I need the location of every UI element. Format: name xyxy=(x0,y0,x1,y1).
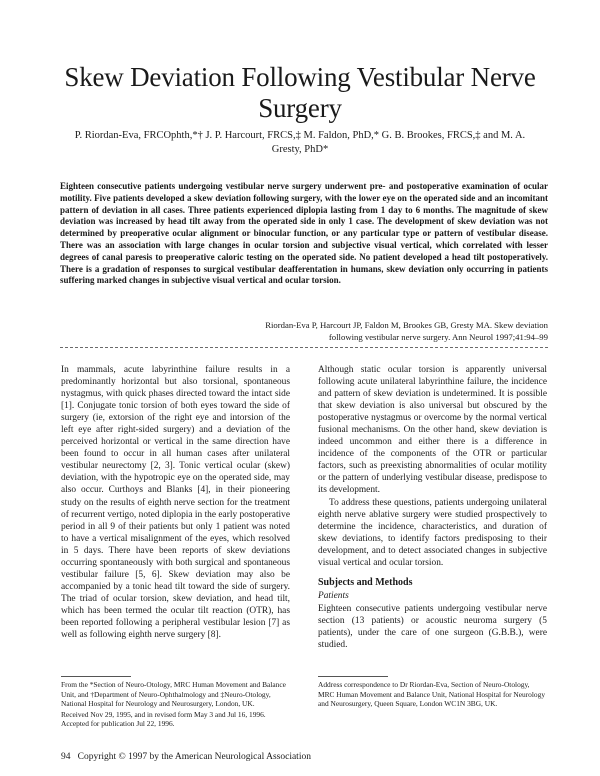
body-paragraph: To address these questions, patients undergoing unilateral eighth nerve ablative surgery were studied prospectively to determine the incidence, characteristics, and duration of skew deviations, to identify factors predisposing to their development, and to detect associated changes in subjective visual vertical and ocular torsion. xyxy=(318,497,547,568)
body-column-right xyxy=(318,364,547,569)
subsection-heading: Patients xyxy=(318,591,349,601)
affiliation-note: From the *Section of Neuro-Otology, MRC Human Movement and Balance Unit, and †Department of Neuro-Ophthalmology and ‡Neuro-Otology, National Hospital for Neurology and Neurosurgery, London, UK. xyxy=(61,680,286,709)
body-column-left xyxy=(61,364,290,641)
citation-line-1: Riordan-Eva P, Harcourt JP, Faldon M, Brookes GB, Gresty MA. Skew deviation xyxy=(265,320,548,330)
citation-line-2: following vestibular nerve surgery. Ann Neurol 1997;41:94–99 xyxy=(328,332,548,342)
article-title: Skew Deviation Following Vestibular Nerve Surgery xyxy=(64,62,536,123)
body-paragraph: In mammals, acute labyrinthine failure results in a predominantly horizontal but also torsional, spontaneous nystagmus, with quick phases directed toward the intact side [1]. Conjugate tonic torsion of both eyes toward the side of surgery (ie, extorsion of the right eye and intorsion of the left eye after right-sided surgery) and a deviation of the perceived horizontal or vertical in the same direction have been found to occur in all human cases after unilateral vestibular neurectomy [2, 3]. Tonic vertical ocular (skew) deviation, with the hypotropic eye on the operated side, may also occur. Curthoys and Blanks [4], in their pioneering study on the results of eighth nerve section for the treatment of recurrent vertigo, noted diplopia in the early postoperative period in all 9 of their patients but only 1 patient was noted to have a vertical misalignment of the eyes, which resolved in 5 days. There have been reports of skew deviations occurring spontaneously with both surgical and spontaneous vestibular failure [5, 6]. Skew deviation may also be accompanied by a tonic head tilt toward the side of surgery. The triad of ocular torsion, skew deviation, and head tilt, which has been termed the ocular tilt reaction (OTR), has been reported following a peripheral vestibular lesion [7] as well as following eighth nerve surgery [8]. xyxy=(61,365,290,641)
footnotes-left xyxy=(61,680,290,730)
correspondence-note: Address correspondence to Dr Riordan-Eva, Section of Neuro-Otology, MRC Human Movement and Balance Unit, National Hospital for Neurology and Neurosurgery, Queen Square, London WC1N 3BG, UK. xyxy=(318,680,546,709)
section-divider xyxy=(60,347,548,348)
body-paragraph: Although static ocular torsion is apparently universal following acute unilateral labyrinthine failure, the incidence and pattern of skew deviation is undetermined. It is possible that skew deviation is also universal but obscured by the postoperative nystagmus or overcome by the normal vertical fusional mechanisms. On the other hand, skew deviation is indeed uncommon and either there is a difference in incidence of the components of the OTR or particular factors, such as preexisting abnormalities of ocular motility or the pattern of underlying vestibular disease, predispose to its development. xyxy=(318,365,547,496)
methods-paragraph: Eighteen consecutive patients undergoing vestibular nerve section (13 patients) or acoustic neuroma surgery (5 patients), under the care of one surgeon (G.B.B.), were studied. xyxy=(318,604,547,651)
abstract: Eighteen consecutive patients undergoing vestibular nerve surgery underwent pre- and postoperative examination of ocular motility. Five patients developed a skew deviation following surgery, with the lower eye on the operated side and an incomitant pattern of deviation in all cases. Three patients experienced diplopia lasting from 1 day to 6 months. The magnitude of skew deviation was increased by head tilt away from the operated side in only 1 case. The development of skew deviation was not determined by preoperative ocular alignment or binocular function, or any particular type or pattern of vestibular disease. There was an association with large changes in ocular torsion and subjective visual vertical, which correlated with lesser degrees of canal paresis to preoperative caloric testing on the operated side. No patient developed a head tilt postoperatively. There is a gradation of responses to surgical vestibular deafferentation in humans, skew deviation only occurring in patients suffering marked changes in subjective visual vertical and ocular torsion. xyxy=(60,181,548,286)
received-note: Received Nov 29, 1995, and in revised form May 3 and Jul 16, 1996. Accepted for publication Jul 22, 1996. xyxy=(61,709,266,729)
section-heading: Subjects and Methods xyxy=(318,577,413,588)
author-list: P. Riordan-Eva, FRCOphth,*† J. P. Harcourt, FRCS,‡ M. Faldon, PhD,* G. B. Brookes, FRCS,‡ and M. A. Gresty, PhD* xyxy=(74,130,526,155)
footnote-rule-left xyxy=(61,676,131,677)
citation xyxy=(260,319,548,343)
page-footer: 94 Copyright © 1997 by the American Neurological Association xyxy=(61,752,311,762)
footnote-rule-right xyxy=(318,676,388,677)
